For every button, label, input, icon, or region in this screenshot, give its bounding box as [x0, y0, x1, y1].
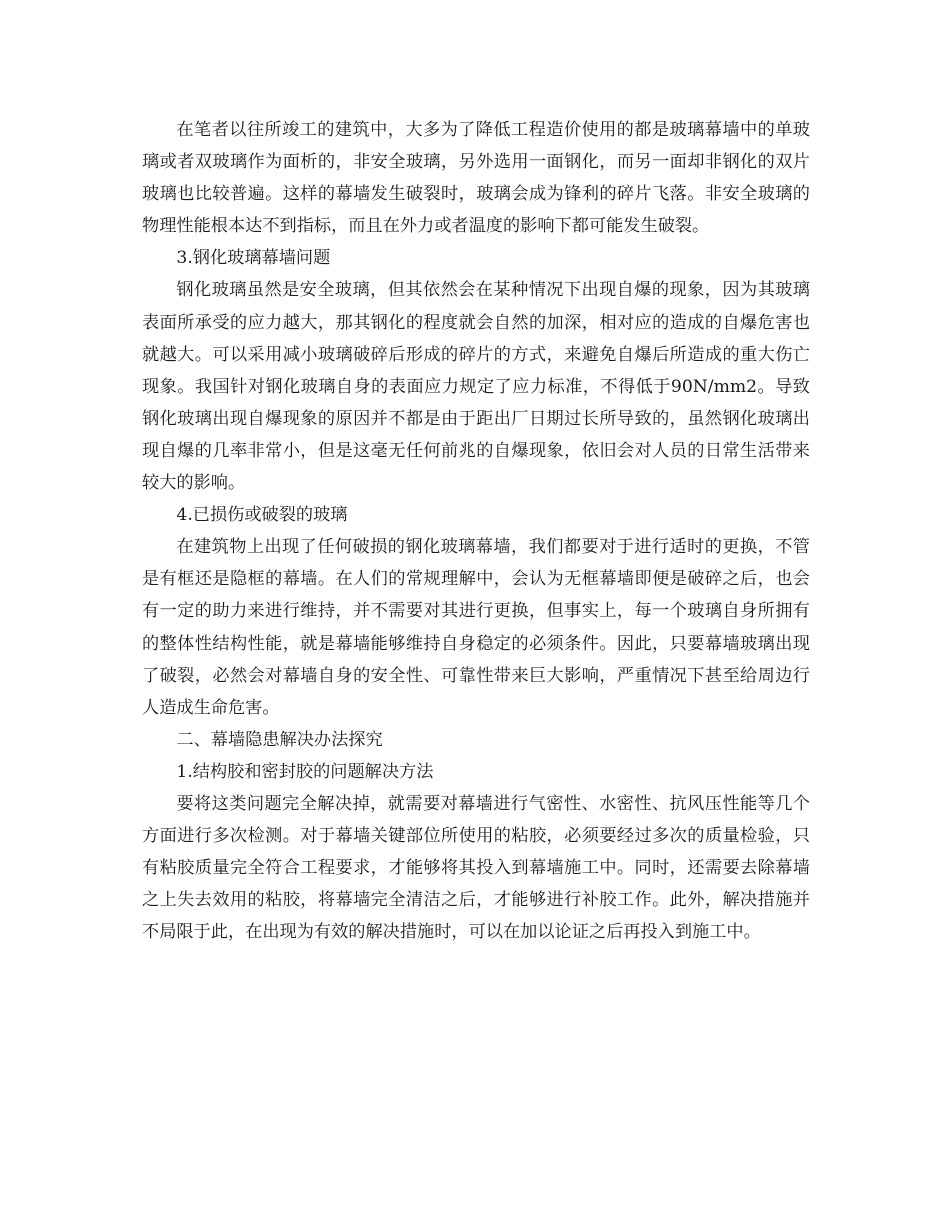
- paragraph-safety-glass: 在笔者以往所竣工的建筑中，大多为了降低工程造价使用的都是玻璃幕墙中的单玻璃或者双玻璃作为面析的，非安全玻璃，另外选用一面钢化，而另一面却非钢化的双片玻璃也比较普遍。这样的幕墙发生破裂时，玻璃会成为锋利的碎片飞落。非安全玻璃的物理性能根本达不到指标，而且在外力或者温度的影响下都可能发生破裂。: [142, 120, 810, 237]
- heading-section-two: 二、幕墙隐患解决办法探究: [176, 729, 383, 750]
- heading-tempered-glass-issue: 3.钢化玻璃幕墙问题: [176, 248, 331, 269]
- paragraph-tempered-glass: 钢化玻璃虽然是安全玻璃，但其依然会在某种情况下出现自爆的现象，因为其玻璃表面所承受的应力越大，那其钢化的程度就会自然的加深，相对应的造成的自爆危害也就越大。可以采用减小玻璃破碎后形成的碎片的方式，来避免自爆后所造成的重大伤亡现象。我国针对钢化玻璃自身的表面应力规定了应力标准，不得低于90N/mm2。导致钢化玻璃出现自爆现象的原因并不都是由于距出厂日期过长所导致的，虽然钢化玻璃出现自爆的几率非常小，但是这毫无任何前兆的自爆现象，依旧会对人员的日常生活带来较大的影响。: [142, 280, 810, 494]
- heading-damaged-glass: 4.已损伤或破裂的玻璃: [176, 505, 348, 526]
- heading-sealant-solution: 1.结构胶和密封胶的问题解决方法: [176, 761, 434, 782]
- document-body: [142, 114, 810, 948]
- paragraph-damaged-glass: 在建筑物上出现了任何破损的钢化玻璃幕墙，我们都要对于进行适时的更换，不管是有框还是隐框的幕墙。在人们的常规理解中，会认为无框幕墙即便是破碎之后，也会有一定的助力来进行维持，并不需要对其进行更换，但事实上，每一个玻璃自身所拥有的整体性结构性能，就是幕墙能够维持自身稳定的必须条件。因此，只要幕墙玻璃出现了破裂，必然会对幕墙自身的安全性、可靠性带来巨大影响，严重情况下甚至给周边行人造成生命危害。: [142, 537, 810, 718]
- paragraph-sealant-solution: 要将这类问题完全解决掉，就需要对幕墙进行气密性、水密性、抗风压性能等几个方面进行多次检测。对于幕墙关键部位所使用的粘胶，必须要经过多次的质量检验，只有粘胶质量完全符合工程要求，才能够将其投入到幕墙施工中。同时，还需要去除幕墙之上失去效用的粘胶，将幕墙完全清洁之后，才能够进行补胶工作。此外，解决措施并不局限于此，在出现为有效的解决措施时，可以在加以论证之后再投入到施工中。: [142, 793, 810, 943]
